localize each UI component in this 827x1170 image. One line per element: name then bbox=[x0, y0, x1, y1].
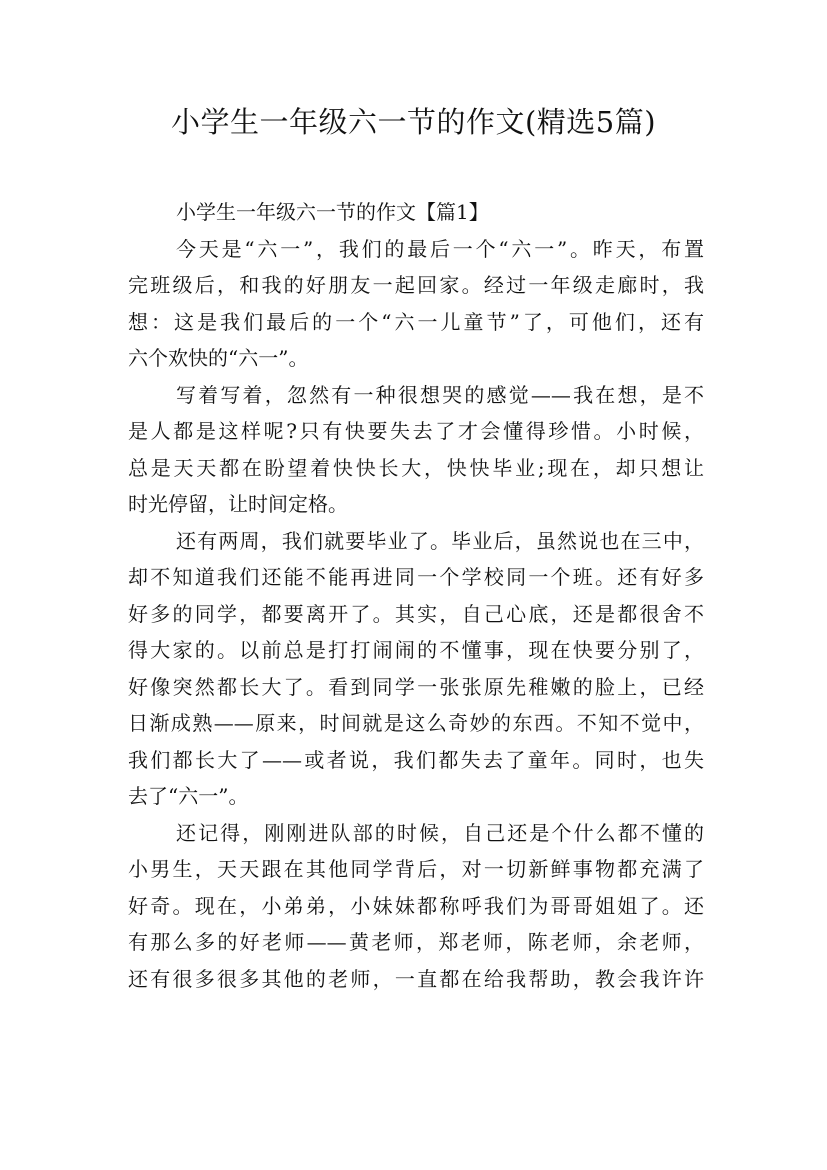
paragraph-line: 写着写着，忽然有一种很想哭的感觉——我在想，是不 bbox=[176, 382, 704, 407]
paragraph-line: 今天是“六一”，我们的最后一个“六一”。昨天，布置 bbox=[176, 236, 704, 261]
paragraph-line: 小男生，天天跟在其他同学背后，对一切新鲜事物都充满了 bbox=[128, 857, 704, 881]
paragraph-line: 还记得，刚刚进队部的时候，自己还是个什么都不懂的 bbox=[176, 820, 704, 845]
document-body bbox=[128, 194, 704, 997]
paragraph-line: 我们都长大了——或者说，我们都失去了童年。同时，也失 bbox=[128, 747, 704, 772]
document-title: 小学生一年级六一节的作文(精选5篇) bbox=[170, 105, 657, 139]
paragraph-line: 时光停留，让时间定格。 bbox=[128, 492, 348, 516]
paragraph-line: 六个欢快的“六一”。 bbox=[128, 346, 309, 370]
paragraph-line: 日渐成熟——原来，时间就是这么奇妙的东西。不知不觉中， bbox=[128, 711, 704, 735]
paragraph-line: 还有两周，我们就要毕业了。毕业后，虽然说也在三中， bbox=[176, 528, 704, 553]
paragraph-line: 完班级后，和我的好朋友一起回家。经过一年级走廊时，我 bbox=[128, 273, 704, 297]
paragraph-line: 还有很多很多其他的老师，一直都在给我帮助，教会我许许 bbox=[128, 966, 704, 991]
paragraph-line: 总是天天都在盼望着快快长大，快快毕业;现在，却只想让 bbox=[128, 455, 704, 480]
paragraph-line: 有那么多的好老师——黄老师，郑老师，陈老师，余老师， bbox=[128, 930, 704, 954]
paragraph-line: 得大家的。以前总是打打闹闹的不懂事，现在快要分别了， bbox=[128, 638, 704, 662]
section-heading: 小学生一年级六一节的作文【篇1】 bbox=[176, 200, 489, 224]
paragraph-line: 想：这是我们最后的一个“六一儿童节”了，可他们，还有 bbox=[128, 309, 704, 334]
paragraph-line: 却不知道我们还能不能再进同一个学校同一个班。还有好多 bbox=[128, 565, 704, 589]
paragraph-line: 好多的同学，都要离开了。其实，自己心底，还是都很舍不 bbox=[128, 601, 704, 626]
paragraph-line: 去了“六一”。 bbox=[128, 784, 249, 808]
paragraph-2 bbox=[128, 377, 704, 523]
paragraph-line: 好奇。现在，小弟弟，小妹妹都称呼我们为哥哥姐姐了。还 bbox=[128, 893, 704, 918]
paragraph-line: 好像突然都长大了。看到同学一张张原先稚嫩的脸上，已经 bbox=[128, 674, 704, 699]
paragraph-1 bbox=[128, 231, 704, 377]
paragraph-line: 是人都是这样呢?只有快要失去了才会懂得珍惜。小时候， bbox=[128, 419, 704, 443]
paragraph-3 bbox=[128, 523, 704, 815]
paragraph-4 bbox=[128, 815, 704, 998]
